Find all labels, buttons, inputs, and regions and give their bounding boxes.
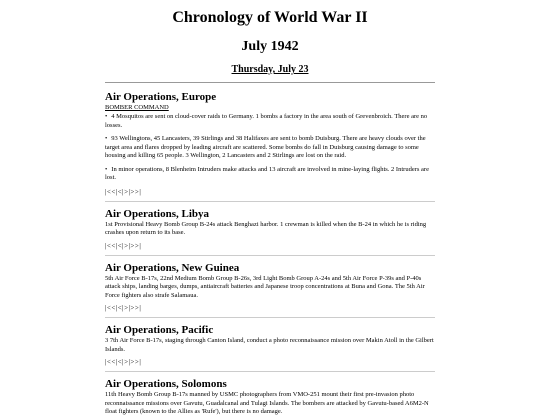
section-text: 3 7th Air Force B-17s, staging through Canton Island, conduct a photo reconnaissance mission over Makin Atoll in the Gilbert Islands. xyxy=(105,337,434,353)
nav-separator: | xyxy=(115,187,118,196)
nav-prev-link[interactable]: < xyxy=(117,358,123,366)
section-subheading: BOMBER COMMAND xyxy=(105,104,169,111)
bullet-icon: • xyxy=(105,113,108,120)
section-heading: Air Operations, Pacific xyxy=(105,324,214,336)
nav-last-link[interactable]: >>| xyxy=(130,187,142,196)
section-air-operations-solomons xyxy=(105,378,435,417)
nav-separator: | xyxy=(115,241,118,250)
nav-first-link[interactable]: |<< xyxy=(105,358,116,366)
nav-separator: | xyxy=(128,187,131,196)
nav-separator: | xyxy=(122,358,125,366)
nav-prev-link[interactable]: < xyxy=(117,187,123,196)
section-air-operations-pacific xyxy=(105,324,435,372)
section-divider xyxy=(105,317,435,318)
bullet-text: In minor operations, 8 Blenheim Intruders make attacks and 13 aircraft are involved in mine-laying flights. 2 Intruders are lost. xyxy=(105,165,429,181)
nav-separator: | xyxy=(122,187,125,196)
bullet-item xyxy=(105,113,435,130)
section-nav xyxy=(105,242,435,251)
nav-prev-link[interactable]: < xyxy=(117,241,123,250)
header-divider xyxy=(105,82,435,83)
nav-last-link[interactable]: >>| xyxy=(130,304,142,312)
section-text: 11th Heavy Bomb Group B-17s manned by USMC photographers from VMO-251 mount their first pre-invasion photo reconnaissance missions over Gavutu, Guadalcanal and Tulagi Islands. The bombers are attacked by Gavutu-based A6M2-N float fighters (known to the Allies as 'Rufe'), but there is no damage. xyxy=(105,391,429,415)
section-nav xyxy=(105,304,435,313)
section-heading: Air Operations, Libya xyxy=(105,207,210,220)
nav-first-link[interactable]: |<< xyxy=(105,241,116,250)
month-heading: July 1942 xyxy=(241,39,299,54)
day-heading: Thursday, July 23 xyxy=(231,64,309,75)
nav-last-link[interactable]: >>| xyxy=(130,358,142,366)
nav-separator: | xyxy=(122,241,125,250)
nav-separator: | xyxy=(128,304,131,312)
section-nav xyxy=(105,188,435,197)
nav-separator: | xyxy=(115,304,118,312)
section-text: 5th Air Force B-17s, 22nd Medium Bomb Group B-26s, 3rd Light Bomb Group A-24s and 5th Air Force P-39s and P-40s attack ships, landing barges, dumps, antiaircraft batteries and Japanese troop concentrations at Buna and Gona. The 5th Air Force fighters also strafe Salamaua. xyxy=(105,274,425,299)
nav-first-link[interactable]: |<< xyxy=(105,304,116,312)
bullet-text: 4 Mosquitos are sent on cloud-cover raids to Germany. 1 bombs a factory in the area south of Grevenbroich. There are no losses. xyxy=(105,113,428,129)
section-divider xyxy=(105,201,435,202)
nav-separator: | xyxy=(128,241,131,250)
section-nav xyxy=(105,358,435,367)
section-divider xyxy=(105,255,435,256)
section-air-operations-europe xyxy=(105,91,435,202)
nav-separator: | xyxy=(122,304,125,312)
page-content xyxy=(105,0,435,417)
section-divider xyxy=(105,371,435,372)
nav-next-link[interactable]: > xyxy=(124,187,129,196)
bullet-icon: • xyxy=(105,135,108,142)
bullet-item xyxy=(105,166,435,183)
nav-first-link[interactable]: |<< xyxy=(105,187,116,196)
section-heading: Air Operations, Solomons xyxy=(105,378,227,390)
section-air-operations-new-guinea xyxy=(105,262,435,319)
nav-separator: | xyxy=(128,358,131,366)
nav-next-link[interactable]: > xyxy=(124,241,129,250)
nav-next-link[interactable]: > xyxy=(124,304,129,312)
section-heading: Air Operations, New Guinea xyxy=(105,261,240,274)
nav-next-link[interactable]: > xyxy=(124,358,129,366)
nav-separator: | xyxy=(115,358,118,366)
section-heading: Air Operations, Europe xyxy=(105,91,217,103)
bullet-item xyxy=(105,135,435,161)
section-text: 1st Provisional Heavy Bomb Group B-24s attack Benghazi harbor. 1 crewman is killed when the B-24 in which he is riding crashes upon return to its base. xyxy=(105,220,427,236)
bullet-text: 93 Wellingtons, 45 Lancasters, 39 Stirlings and 38 Halifaxes are sent to bomb Duisburg. There are heavy clouds over the target area and flares dropped by leading aircraft are scattered. Some bombs do fall in Duisburg causing damage to some housing and killing 65 people. 3 Wellington, 2 Lancasters and 2 Stirlings are lost on the raid. xyxy=(105,135,426,159)
nav-prev-link[interactable]: < xyxy=(117,304,123,312)
nav-last-link[interactable]: >>| xyxy=(130,241,142,250)
page-title: Chronology of World War II xyxy=(172,9,368,26)
section-air-operations-libya xyxy=(105,208,435,256)
bullet-icon: • xyxy=(105,165,108,173)
